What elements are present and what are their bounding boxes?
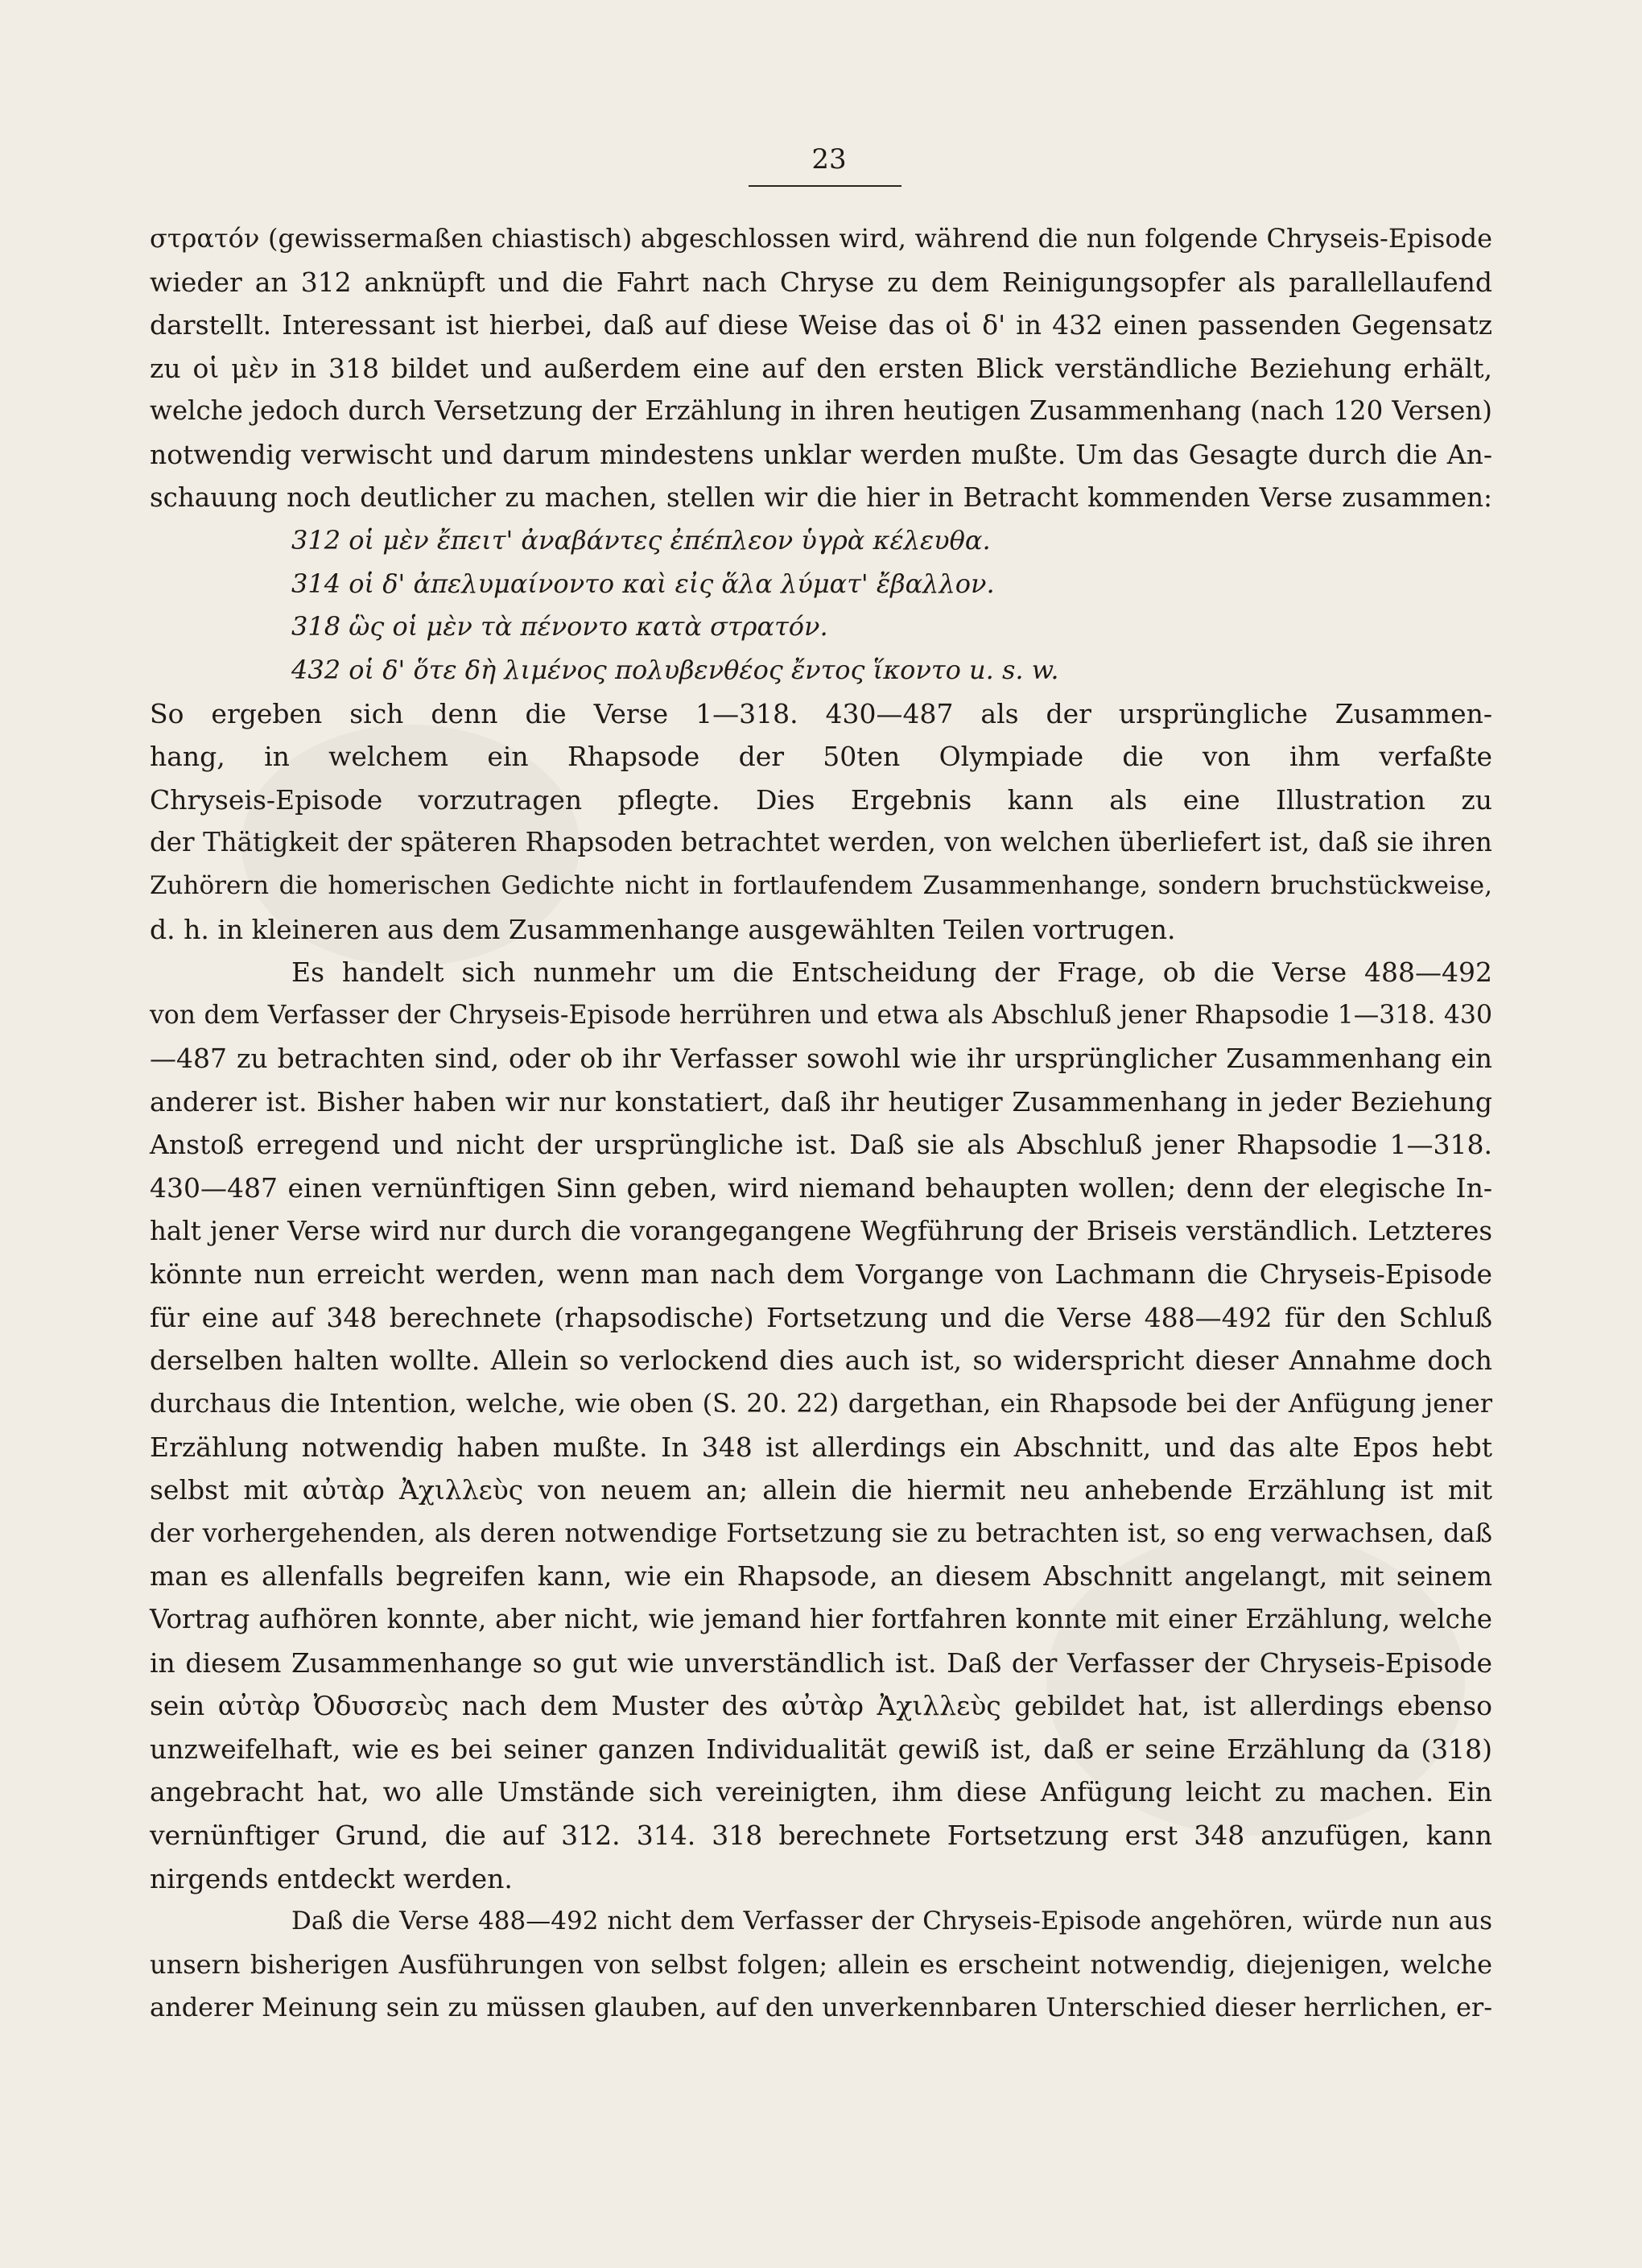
text-line: von dem Verfasser der Chryseis-Episode herrühren und etwa als Abschluß jener Rhapsodie 1—318. 430	[150, 1000, 1492, 1030]
text-line: anderer ist. Bisher haben wir nur konstatiert, daß ihr heutiger Zusammenhang in jeder Beziehung	[150, 1085, 1492, 1117]
header-rule	[749, 185, 901, 187]
text-line: man es allenfalls begreifen kann, wie ein Rhapsode, an diesem Abschnitt angelangt, mit seinem	[150, 1560, 1492, 1593]
text-line: Es handelt sich nunmehr um die Entscheidung der Frage, ob die Verse 488—492	[291, 956, 1492, 989]
text-line: in diesem Zusammenhange so gut wie unverständlich ist. Daß der Verfasser der Chryseis-Episode	[150, 1646, 1492, 1679]
text-line: selbst mit αὐτὰρ Ἀχιλλεὺς von neuem an; allein die hiermit neu anhebende Erzählung ist mit	[150, 1474, 1492, 1506]
text-line: sein αὐτὰρ Ὀδυσσεὺς nach dem Muster des αὐτὰρ Ἀχιλλεὺς gebildet hat, ist allerdings ebenso	[150, 1690, 1492, 1722]
text-line: schauung noch deutlicher zu machen, stellen wir die hier in Betracht kommenden Verse zusammen:	[150, 481, 1492, 513]
text-line: Erzählung notwendig haben mußte. In 348 ist allerdings ein Abschnitt, und das alte Epos hebt	[150, 1431, 1492, 1463]
text-line: wieder an 312 anknüpft und die Fahrt nach Chryse zu dem Reinigungsopfer als parallellaufend	[150, 266, 1492, 298]
verse-line: 432 οἱ δ' ὅτε δὴ λιμένος πολυβενθέος ἔντος ἵκοντο u. s. w.	[291, 654, 1059, 685]
text-line: für eine auf 348 berechnete (rhapsodische) Fortsetzung und die Verse 488—492 für den Schluß	[150, 1301, 1492, 1333]
text-line: anderer Meinung sein zu müssen glauben, auf den unverkennbaren Unterschied dieser herrlichen, er-	[150, 1992, 1492, 2023]
body-text	[150, 217, 1492, 2030]
text-line: 430—487 einen vernünftigen Sinn geben, wird niemand behaupten wollen; denn der elegische In-	[150, 1172, 1492, 1204]
text-line: nirgends entdeckt werden.	[150, 1862, 513, 1894]
text-line: könnte nun erreicht werden, wenn man nach dem Vorgange von Lachmann die Chryseis-Episode	[150, 1258, 1492, 1291]
text-line: So ergeben sich denn die Verse 1—318. 430—487 als der ursprüngliche Zusammen-	[150, 697, 1492, 729]
page-number: 23	[811, 143, 847, 176]
text-line: hang, in welchem ein Rhapsode der 50ten Olympiade die von ihm verfaßte	[150, 741, 1492, 773]
text-line: zu οἱ μὲν in 318 bildet und außerdem eine auf den ersten Blick verständliche Beziehung erhält,	[150, 352, 1492, 384]
text-line: —487 zu betrachten sind, oder ob ihr Verfasser sowohl wie ihr ursprünglicher Zusammenhang ein	[150, 1043, 1492, 1075]
text-line: halt jener Verse wird nur durch die vorangegangene Wegführung der Briseis verständlich. Letzteres	[150, 1215, 1492, 1246]
text-line: d. h. in kleineren aus dem Zusammenhange ausgewählten Teilen vortrugen.	[150, 913, 1176, 945]
text-line: unsern bisherigen Ausführungen von selbst folgen; allein es erscheint notwendig, diejenigen, welche	[150, 1948, 1492, 1980]
verse-line: 312 οἱ μὲν ἔπειτ' ἀναβάντες ἐπέπλεον ὑγρὰ κέλευθα.	[291, 525, 991, 556]
text-line: Chryseis-Episode vorzutragen pflegte. Dies Ergebnis kann als eine Illustration zu	[150, 783, 1492, 816]
text-line: der vorhergehenden, als deren notwendige Fortsetzung sie zu betrachten ist, so eng verwachsen, daß	[150, 1517, 1492, 1548]
text-line: Vortrag aufhören konnte, aber nicht, wie jemand hier fortfahren konnte mit einer Erzählung, welche	[150, 1604, 1492, 1634]
text-line: Zuhörern die homerischen Gedichte nicht in fortlaufendem Zusammenhange, sondern bruchstückweise,	[150, 870, 1492, 900]
text-line: notwendig verwischt und darum mindestens unklar werden mußte. Um das Gesagte durch die An-	[150, 438, 1492, 470]
text-line: angebracht hat, wo alle Umstände sich vereinigten, ihm diese Anfügung leicht zu machen. Ein	[150, 1776, 1492, 1808]
text-line: στρατόν (gewissermaßen chiastisch) abgeschlossen wird, während die nun folgende Chryseis-Episode	[150, 223, 1492, 254]
verse-line: 314 οἱ δ' ἀπελυμαίνοντο καὶ εἰς ἅλα λύματ' ἔβαλλον.	[291, 568, 995, 599]
text-line: durchaus die Intention, welche, wie oben (S. 20. 22) dargethan, ein Rhapsode bei der Anfügung jener	[150, 1388, 1492, 1419]
text-line: der Thätigkeit der späteren Rhapsoden betrachtet werden, von welchen überliefert ist, daß sie ihren	[150, 827, 1492, 858]
text-line: derselben halten wollte. Allein so verlockend dies auch ist, so widerspricht dieser Annahme doch	[150, 1345, 1492, 1377]
text-line: welche jedoch durch Versetzung der Erzählung in ihren heutigen Zusammenhang (nach 120 Versen)	[150, 395, 1492, 427]
verse-line: 318 ὣς οἱ μὲν τὰ πένοντο κατὰ στρατόν.	[291, 611, 828, 642]
text-line: darstellt. Interessant ist hierbei, daß auf diese Weise das οἱ δ' in 432 einen passenden Gegensatz	[150, 309, 1492, 341]
text-line: vernünftiger Grund, die auf 312. 314. 318 berechnete Fortsetzung erst 348 anzufügen, kann	[150, 1819, 1492, 1851]
text-line: Anstoß erregend und nicht der ursprüngliche ist. Daß sie als Abschluß jener Rhapsodie 1—318.	[150, 1129, 1492, 1161]
text-line: unzweifelhaft, wie es bei seiner ganzen Individualität gewiß ist, daß er seine Erzählung da (318)	[150, 1733, 1492, 1765]
text-line: Daß die Verse 488—492 nicht dem Verfasser der Chryseis-Episode angehören, würde nun aus	[291, 1907, 1492, 1936]
